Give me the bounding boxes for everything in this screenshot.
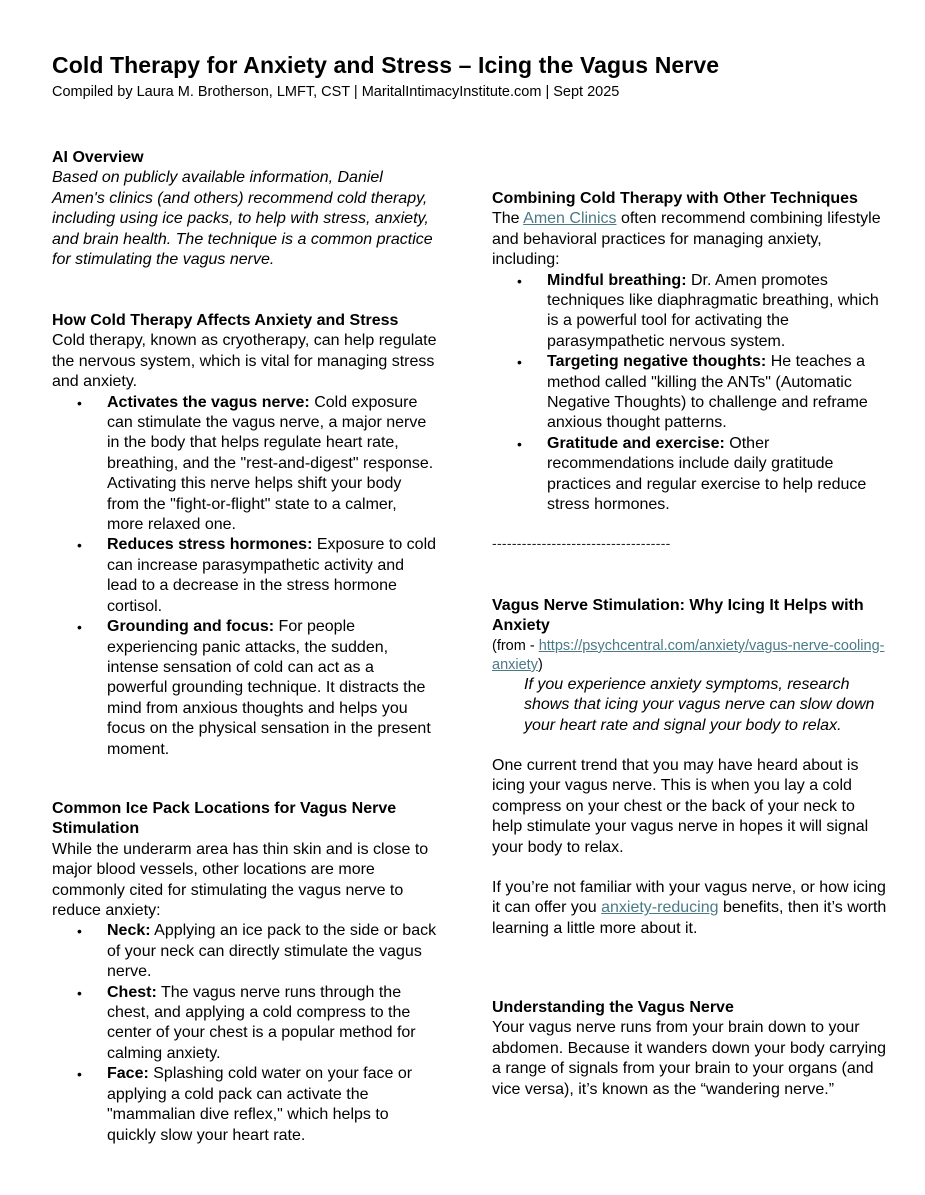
list-item: [492, 352, 887, 434]
item-label: Activates the vagus nerve:: [107, 393, 310, 411]
paragraph-text: If you’re not familiar with your vagus nerve, or how icing it can offer you: [492, 879, 886, 917]
paragraph: [492, 878, 887, 939]
list-item: [52, 921, 437, 982]
section-heading: Vagus Nerve Stimulation: Why Icing It Helps with Anxiety: [492, 597, 864, 635]
item-text: Splashing cold water on your face or applying a cold pack can activate the "mammalian dive reflex," which helps to quickly slow your heart rate.: [107, 1065, 413, 1144]
source-line: [492, 637, 887, 675]
item-text: Cold exposure can stimulate the vagus nerve, a major nerve in the body that helps regulate heart rate, breathing, and the "rest-and-digest" response. Activating this nerve helps shift your body from the "fight-or-flight" state to a calmer, more relaxed one.: [107, 393, 434, 534]
ai-overview-section: [52, 148, 437, 270]
paragraph-text: benefits, then it’s worth learning a little more about it.: [492, 899, 887, 937]
bullet-icon: •: [77, 537, 82, 554]
bullet-list: [492, 271, 887, 516]
bullet-icon: •: [77, 394, 82, 411]
list-item: [52, 617, 437, 760]
source-prefix: (from -: [492, 637, 539, 654]
item-text: Exposure to cold can increase parasympathetic activity and lead to a decrease in the stress hormone cortisol.: [107, 536, 437, 615]
list-item: [52, 1064, 437, 1146]
combining-techniques-section: [492, 189, 887, 516]
item-text: For people experiencing panic attacks, the sudden, intense sensation of cold can act as a powerful grounding technique. It distracts the mind from anxious thoughts and helps you focus on the physical sensation in the present moment.: [107, 618, 431, 758]
document-title: Cold Therapy for Anxiety and Stress – Icing the Vagus Nerve: [52, 52, 720, 78]
item-label: Targeting negative thoughts:: [547, 353, 767, 371]
section-divider: ------------------------------------: [492, 535, 671, 551]
bullet-list: [52, 921, 437, 1145]
item-text: Other recommendations include daily gratitude practices and regular exercise to help reduce stress hormones.: [547, 434, 867, 514]
section-intro: While the underarm area has thin skin and is close to major blood vessels, other locations are more commonly cited for stimulating the vagus nerve to reduce anxiety:: [52, 840, 429, 920]
item-label: Face:: [107, 1065, 149, 1083]
psychcentral-link[interactable]: https://psychcentral.com/anxiety/vagus-nerve-cooling-anxiety: [492, 637, 885, 673]
amen-clinics-link[interactable]: Amen Clinics: [523, 210, 617, 228]
pull-quote: If you experience anxiety symptoms, research shows that icing your vagus nerve can slow down your heart rate and signal your body to relax.: [524, 675, 875, 734]
document-subtitle: Compiled by Laura M. Brotherson, LMFT, CST | MaritalIntimacyInstitute.com | Sept 2025: [52, 84, 620, 100]
bullet-icon: •: [77, 1066, 82, 1083]
item-text: Dr. Amen promotes techniques like diaphragmatic breathing, which is a powerful tool for activating the parasympathetic nervous system.: [547, 271, 879, 350]
section-heading: Common Ice Pack Locations for Vagus Nerve Stimulation: [52, 800, 397, 838]
item-text: The vagus nerve runs through the chest, and applying a cold compress to the center of your chest is a popular method for calming anxiety.: [107, 983, 416, 1062]
item-label: Mindful breathing:: [547, 271, 687, 289]
document-header: [52, 50, 892, 102]
list-item: [52, 983, 437, 1065]
overview-body: Based on publicly available information, Daniel Amen's clinics (and others) recommend cold therapy, including using ice packs, to help with stress, anxiety, and brain health. The technique is a common practice for stimulating the vagus nerve.: [52, 169, 433, 269]
source-suffix: ): [537, 656, 543, 673]
item-label: Neck:: [107, 922, 151, 940]
list-item: [492, 271, 887, 353]
bullet-icon: •: [77, 619, 82, 636]
understanding-vagus-section: [492, 998, 887, 1100]
anxiety-reducing-link[interactable]: anxiety-reducing: [601, 899, 719, 917]
list-item: [52, 535, 437, 617]
section-heading: Combining Cold Therapy with Other Techniques: [492, 190, 858, 207]
bullet-icon: •: [77, 923, 82, 940]
paragraph: One current trend that you may have heard about is icing your vagus nerve. This is when you lay a cold compress on your chest or the back of your neck to help stimulate your vagus nerve in hopes it will signal your body to relax.: [492, 757, 869, 856]
bullet-icon: •: [77, 984, 82, 1001]
item-label: Grounding and focus:: [107, 618, 275, 636]
ice-pack-locations-section: [52, 799, 437, 1146]
list-item: [492, 434, 887, 516]
bullet-list: [52, 393, 437, 760]
item-label: Reduces stress hormones:: [107, 536, 313, 554]
section-intro: Cold therapy, known as cryotherapy, can help regulate the nervous system, which is vital for managing stress and anxiety.: [52, 332, 437, 391]
section-intro: [492, 209, 887, 270]
section-heading: AI Overview: [52, 149, 144, 166]
intro-text: often recommend combining lifestyle and behavioral practices for managing anxiety, including:: [492, 210, 881, 269]
intro-text: The: [492, 210, 524, 228]
section-heading: How Cold Therapy Affects Anxiety and Stress: [52, 312, 399, 329]
item-text: Applying an ice pack to the side or back of your neck can directly stimulate the vagus nerve.: [107, 922, 437, 981]
section-body: Your vagus nerve runs from your brain down to your abdomen. Because it wanders down your body carrying a range of signals from your brain to your organs (and vice versa), it’s known as the “wandering nerve.”: [492, 1019, 886, 1098]
how-cold-therapy-section: [52, 311, 437, 760]
vagus-stimulation-section: [492, 596, 887, 939]
item-label: Gratitude and exercise:: [547, 434, 725, 452]
bullet-icon: •: [517, 435, 522, 452]
item-label: Chest:: [107, 983, 157, 1001]
list-item: [52, 393, 437, 536]
item-text: He teaches a method called "killing the ANTs" (Automatic Negative Thoughts) to challenge and reframe anxious thought patterns.: [547, 353, 868, 432]
bullet-icon: •: [517, 272, 522, 289]
bullet-icon: •: [517, 354, 522, 371]
section-heading: Understanding the Vagus Nerve: [492, 999, 734, 1016]
